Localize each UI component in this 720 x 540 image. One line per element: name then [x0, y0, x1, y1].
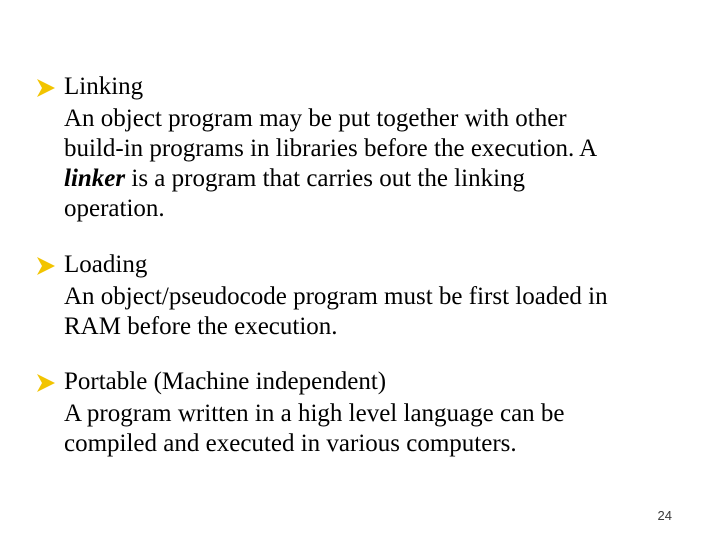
bullet-linking: [36, 72, 696, 224]
bullet-heading: Linking: [64, 73, 144, 100]
bullet-body: [64, 282, 696, 342]
bullet-body: [64, 104, 696, 224]
body-line: compiled and executed in various computers.: [64, 430, 517, 457]
bullet-head: [36, 367, 696, 397]
bullet-body: [64, 399, 696, 459]
body-line: An object program may be put together with other: [64, 105, 567, 132]
body-line: RAM before the execution.: [64, 313, 338, 340]
page-number: 24: [657, 508, 672, 523]
bullet-head: [36, 72, 696, 102]
bullet-heading: Portable (Machine independent): [64, 368, 387, 395]
body-line: build-in programs in libraries before the execution. A: [64, 135, 598, 162]
emphasized-term: linker: [64, 165, 126, 192]
bullet-loading: [36, 250, 696, 342]
body-line: An object/pseudocode program must be first loaded in: [64, 283, 608, 310]
bullet-portable: [36, 367, 696, 459]
body-line: [64, 164, 696, 194]
arrow-bullet-icon: [36, 374, 56, 392]
arrow-bullet-icon: [36, 257, 56, 275]
bullet-head: [36, 250, 696, 280]
body-line: A program written in a high level language can be: [64, 400, 565, 427]
body-line-rest: is a program that carries out the linking: [125, 165, 526, 192]
body-line: operation.: [64, 195, 165, 222]
bullet-heading: Loading: [64, 251, 148, 278]
arrow-bullet-icon: [36, 79, 56, 97]
